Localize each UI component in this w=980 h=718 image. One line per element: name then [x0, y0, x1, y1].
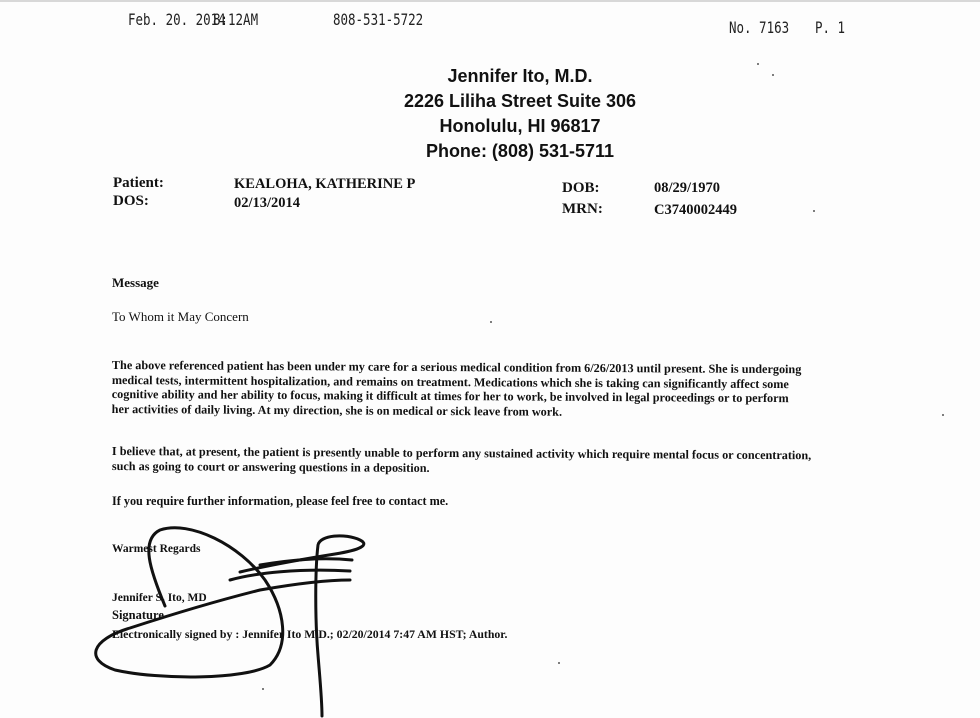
fax-number: No. 7163 — [729, 18, 790, 37]
paragraph-3: If you require further information, please feel free to contact me. — [112, 494, 449, 508]
patient-name: KEALOHA, KATHERINE P — [234, 176, 416, 192]
paragraph-1-line-1: The above referenced patient has been under my care for a serious medical condition from 6/26/2013 until present. She is undergoing — [111, 358, 802, 377]
dob-label: DOB: — [562, 180, 600, 196]
electronic-signature: Electronically signed by : Jennifer Ito M.D.; 02/20/2014 7:47 AM HST; Author. — [112, 627, 508, 641]
paragraph-1 — [112, 358, 802, 420]
paragraph-2 — [112, 444, 811, 477]
paragraph-2-line-2: such as going to court or answering questions in a deposition. — [111, 458, 430, 475]
mrn-value: C3740002449 — [654, 202, 737, 218]
dos-value: 02/13/2014 — [234, 195, 301, 211]
closing: Warmest Regards — [112, 543, 201, 555]
scan-speck — [262, 688, 264, 690]
letterhead — [370, 64, 670, 164]
salutation: To Whom it May Concern — [112, 309, 249, 324]
paragraph-2-line-1: I believe that, at present, the patient is presently unable to perform any sustained activity which require mental focus or concentration, — [111, 444, 812, 463]
paragraph-1-line-4: her activities of daily living. At my direction, she is on medical or sick leave from work. — [111, 401, 563, 419]
paragraph-1-line-2: medical tests, intermittent hospitalization, and remains on treatment. Medications which she is taking can significantly affect some — [111, 372, 789, 391]
patient-label: Patient: — [113, 175, 164, 191]
address-line-2: Honolulu, HI 96817 — [439, 116, 601, 136]
fax-time: 8:12AM — [213, 10, 259, 29]
dob-value: 08/29/1970 — [654, 180, 721, 196]
scan-speck — [558, 662, 560, 664]
scan-speck — [813, 210, 815, 212]
paragraph-1-line-3: cognitive ability and her ability to focus, making it difficult at times for her to work, be involved in legal proceedings or to perform — [111, 386, 789, 406]
scan-speck — [490, 321, 492, 323]
scan-speck — [942, 414, 944, 416]
fax-date: Feb. 20. 2014 — [128, 10, 226, 29]
scan-top-edge — [0, 0, 980, 2]
scan-speck — [757, 63, 759, 65]
signer-name: Jennifer S. Ito, MD — [112, 592, 207, 604]
fax-page: P. 1 — [815, 18, 846, 37]
scan-speck — [772, 74, 774, 76]
signature-label: Signature — [112, 608, 164, 622]
address-line-1: 2226 Liliha Street Suite 306 — [403, 91, 637, 111]
doctor-name: Jennifer Ito, M.D. — [447, 66, 593, 86]
dos-label: DOS: — [113, 193, 149, 209]
message-heading: Message — [112, 275, 159, 290]
fax-phone: 808-531-5722 — [333, 10, 424, 29]
office-phone: Phone: (808) 531-5711 — [425, 141, 615, 161]
mrn-label: MRN: — [562, 201, 603, 217]
